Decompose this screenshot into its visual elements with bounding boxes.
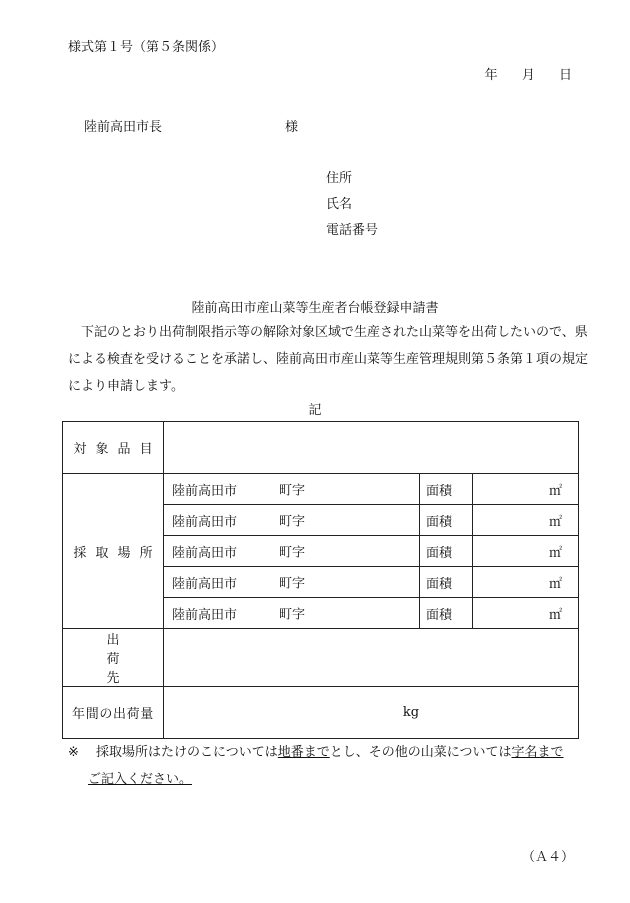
area-input[interactable]: ㎡ [473,536,579,567]
address-label: 住所 [326,171,353,186]
destination-row [63,629,579,687]
area-label: 面積 [420,474,473,505]
form-number: 様式第１号（第５条関係） [68,40,225,55]
date-month: 月 [521,68,535,83]
item-label: 対象品目 [63,422,164,474]
destination-input[interactable] [164,629,579,687]
area-label: 面積 [420,536,473,567]
date-year: 年 [484,68,498,83]
location-address[interactable]: 陸前高田市 町字 [164,474,420,505]
area-input[interactable]: ㎡ [473,598,579,629]
application-table [62,421,579,739]
date-line [465,64,572,83]
document-body: 下記のとおり出荷制限指示等の解除対象区域で生産された山菜等を出荷したいので、県による検査を受けることを承諾し、陸前高田市産山菜等生産管理規則第５条第１項の規定により申請します。 [68,325,589,394]
area-input[interactable]: ㎡ [473,567,579,598]
item-input[interactable] [164,422,579,474]
note-mark: ※ [68,745,79,760]
destination-label: 出荷先 [63,629,164,687]
location-address[interactable]: 陸前高田市 町字 [164,567,420,598]
note-underline-3: ご記入ください。 [88,772,193,787]
annual-input[interactable]: kg [164,687,579,739]
date-day: 日 [558,68,572,83]
phone-label: 電話番号 [326,223,379,238]
name-label: 氏名 [326,197,353,212]
location-address[interactable]: 陸前高田市 町字 [164,536,420,567]
note-underline-1: 地番まで [277,745,330,760]
note-text-1: 採取場所はたけのこについては [96,745,278,760]
location-address[interactable]: 陸前高田市 町字 [164,598,420,629]
area-label: 面積 [420,567,473,598]
honorific: 様 [285,120,299,135]
note [68,739,564,793]
area-label: 面積 [420,598,473,629]
addressee: 陸前高田市長 [84,120,163,135]
ki-heading: 記 [308,403,322,418]
note-text-2: とし、その他の山菜については [329,745,512,760]
area-label: 面積 [420,505,473,536]
note-underline-2: 字名まで [511,745,564,760]
area-input[interactable]: ㎡ [473,474,579,505]
paper-size: （Ａ４） [521,850,574,865]
annual-row [63,687,579,739]
location-address[interactable]: 陸前高田市 町字 [164,505,420,536]
area-input[interactable]: ㎡ [473,505,579,536]
document-title: 陸前高田市産山菜等生産者台帳登録申請書 [191,301,439,316]
annual-label: 年間の出荷量 [63,687,164,739]
location-label: 採取場所 [63,474,164,629]
item-row [63,422,579,474]
location-row [63,474,579,505]
